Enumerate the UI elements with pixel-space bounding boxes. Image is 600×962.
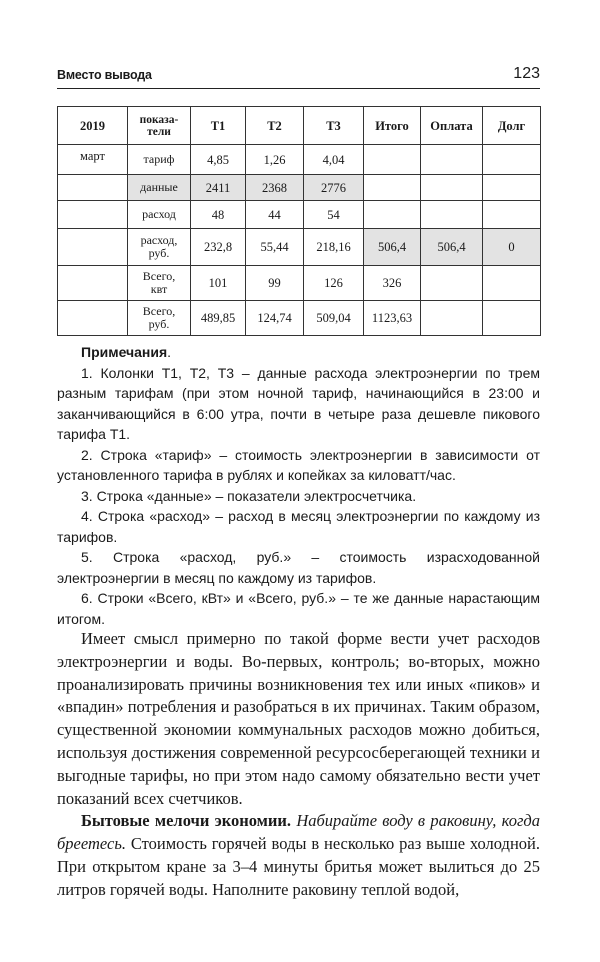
header-t3: Т3: [304, 107, 364, 145]
row-label: расход: [128, 201, 191, 229]
running-header: [57, 66, 540, 89]
cell-t1: 48: [191, 201, 246, 229]
cell-total: [364, 145, 421, 175]
header-total: Итого: [364, 107, 421, 145]
run-in-heading: Бытовые мелочи экономии.: [81, 811, 292, 831]
month-cell: март: [58, 145, 128, 175]
table-header-row: [58, 107, 541, 145]
cell-t3: 2776: [304, 175, 364, 201]
table-row: [58, 229, 541, 266]
cell-t3: 126: [304, 266, 364, 301]
row-label: тариф: [128, 145, 191, 175]
cell-t3: 4,04: [304, 145, 364, 175]
table-row: [58, 301, 541, 336]
cell-total: [364, 201, 421, 229]
cell-debt: [483, 175, 541, 201]
cell-t1: 4,85: [191, 145, 246, 175]
cell-total: [364, 175, 421, 201]
row-label: Всего, руб.: [128, 301, 191, 336]
cell-t2: 55,44: [246, 229, 304, 266]
cell-payment: [421, 175, 483, 201]
cell-payment: [421, 145, 483, 175]
body-text: [57, 628, 540, 902]
italic-advice: Набирайте воду в раковину, когда бреетесь.: [57, 811, 541, 854]
cell-payment: [421, 201, 483, 229]
cell-payment: [421, 301, 483, 336]
header-debt: Долг: [483, 107, 541, 145]
header-year: 2019: [58, 107, 128, 145]
header-t2: Т2: [246, 107, 304, 145]
table-row: [58, 266, 541, 301]
consumption-table: [57, 106, 541, 336]
cell-t1: 101: [191, 266, 246, 301]
cell-debt: [483, 145, 541, 175]
note-item: 4. Строка «расход» – расход в месяц электроэнергии по каждому из тарифов.: [57, 508, 540, 545]
section-title: Вместо вывода: [57, 68, 152, 82]
notes-heading: [57, 342, 540, 363]
cell-t2: 1,26: [246, 145, 304, 175]
month-cell-empty: [58, 175, 128, 201]
cell-payment: 506,4: [421, 229, 483, 266]
cell-debt: [483, 266, 541, 301]
cell-t1: 232,8: [191, 229, 246, 266]
note-item: 5. Строка «расход, руб.» – стоимость израсходованной электроэнергии в месяц по каждому из тарифов.: [57, 549, 540, 586]
cell-total: 506,4: [364, 229, 421, 266]
month-cell-empty: [58, 229, 128, 266]
table-row: [58, 175, 541, 201]
cell-total: 1123,63: [364, 301, 421, 336]
header-indicators: показа- тели: [128, 107, 191, 145]
page-number: 123: [513, 65, 540, 82]
month-cell-empty: [58, 201, 128, 229]
body-paragraph: [57, 810, 540, 901]
cell-debt: [483, 301, 541, 336]
note-item: 6. Строки «Всего, кВт» и «Всего, руб.» – те же данные нарастающим итогом.: [57, 590, 540, 627]
header-payment: Оплата: [421, 107, 483, 145]
cell-t2: 2368: [246, 175, 304, 201]
cell-t3: 509,04: [304, 301, 364, 336]
cell-t3: 218,16: [304, 229, 364, 266]
notes-title: Примечания: [81, 344, 168, 360]
cell-debt: 0: [483, 229, 541, 266]
header-t1: Т1: [191, 107, 246, 145]
table-row: [58, 145, 541, 175]
note-item: 1. Колонки Т1, Т2, Т3 – данные расхода электроэнергии по трем разным тарифам (при этом ночной тариф, начинающийся в 23:00 и заканчивающийся в 6:00 утра, почти в четыре раза дешевле пикового тарифа Т1.: [57, 364, 540, 442]
paragraph-text: Стоимость горячей воды в несколько раз выше холодной. При открытом кране за 3–4 минуты бритья может вылиться до 25 литров горячей воды. Наполните раковину теплой водой,: [57, 834, 540, 899]
cell-t1: 2411: [191, 175, 246, 201]
notes-block: [57, 342, 540, 629]
cell-t1: 489,85: [191, 301, 246, 336]
body-paragraph: Имеет смысл примерно по такой форме вести учет расходов электроэнергии и воды. Во-первых, контроль; во-вторых, можно проанализировать причины возникновения тех или иных «пиков» и «впадин» потребления и разобраться в их причинах. Таким образом, существенной экономии коммунальных расходов можно добиться, используя достижения современной ресурсосберегающей техники и выгодные тарифы, но при этом надо самому обязательно вести учет показаний всех счетчиков.: [57, 629, 540, 808]
note-item: 3. Строка «данные» – показатели электросчетчика.: [81, 487, 417, 504]
note-item: 2. Строка «тариф» – стоимость электроэнергии в зависимости от установленного тарифа в рублях и копейках за киловатт/час.: [57, 446, 540, 483]
cell-t2: 124,74: [246, 301, 304, 336]
cell-total: 326: [364, 266, 421, 301]
table-row: [58, 201, 541, 229]
row-label: данные: [128, 175, 191, 201]
cell-t3: 54: [304, 201, 364, 229]
row-label: Всего, квт: [128, 266, 191, 301]
cell-t2: 44: [246, 201, 304, 229]
row-label: расход, руб.: [128, 229, 191, 266]
cell-debt: [483, 201, 541, 229]
cell-t2: 99: [246, 266, 304, 301]
notes-title-period: .: [167, 344, 172, 360]
month-cell-empty: [58, 266, 128, 301]
month-cell-empty: [58, 301, 128, 336]
cell-payment: [421, 266, 483, 301]
